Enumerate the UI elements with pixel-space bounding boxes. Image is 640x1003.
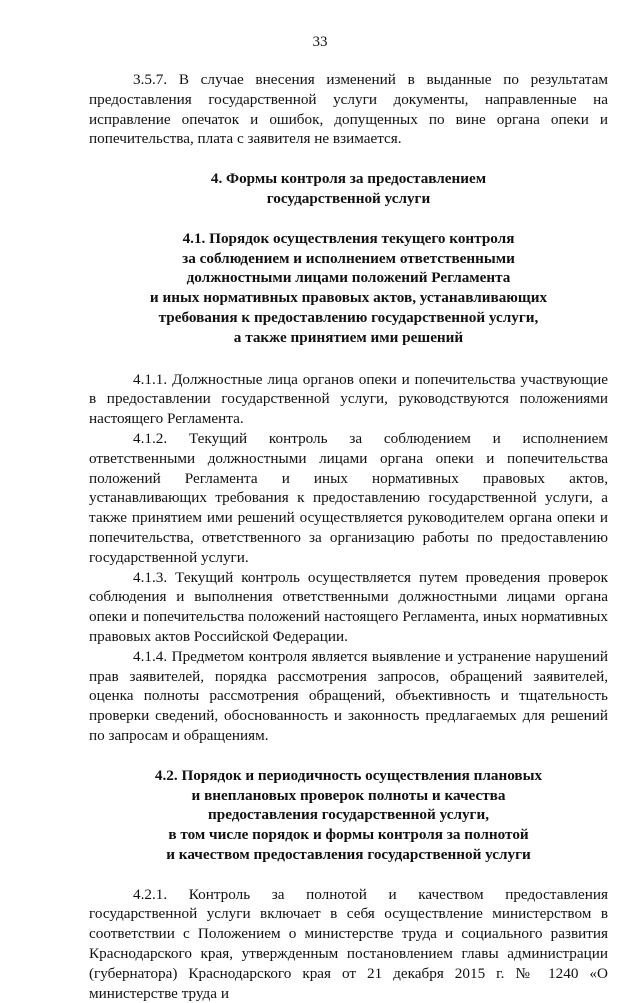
paragraph-4-1-2: 4.1.2. Текущий контроль за соблюдением и исполнением ответственными должностными лицами органа опеки и попечительства положений Регламента и иных нормативных правовых актов, устанавливающих требования к предоставлению государственной услуги, а также принятием ими решений осуществляется руководителем органа опеки и попечительства, ответственного за организацию работы по предоставлению государственной услуги.: [89, 429, 608, 566]
subsection-heading-4-2: [89, 766, 608, 865]
paragraph-3-5-7: 3.5.7. В случае внесения изменений в выданные по результатам предоставления государственной услуги документы, направленные на исправление опечаток и ошибок, допущенных по вине органа опеки и попечительства, плата с заявителя не взимается.: [89, 71, 608, 148]
heading-line: за соблюдением и исполнением ответственными: [182, 249, 515, 267]
heading-line: и внеплановых проверок полноты и качества: [191, 786, 506, 804]
heading-line: государственной услуги: [266, 189, 431, 207]
paragraph-4-1-1: 4.1.1. Должностные лица органов опеки и попечительства участвующие в предоставлении государственной услуги, руководствуются положениями настоящего Регламента.: [89, 370, 608, 428]
paragraph-4-2-1: 4.2.1. Контроль за полнотой и качеством предоставления государственной услуги включает в себя осуществление министерством в соответствии с Положением о министерстве труда и социального развития Краснодарского края, утвержденным постановлением главы администрации (губернатора) Краснодарского края от 21 декабря 2015 г. № 1240 «О министерстве труда и: [89, 885, 608, 1002]
heading-line: 4. Формы контроля за предоставлением: [210, 170, 487, 188]
subsection-heading-4-1: [89, 229, 608, 348]
paragraph-4-1-4: 4.1.4. Предметом контроля является выявление и устранение нарушений прав заявителей, порядка рассмотрения запросов, обращений заявителей, оценка полноты рассмотрения обращений, объективность и тщательность проверки сведений, обоснованность и законность предлагаемых для решений по запросам и обращениям.: [89, 647, 608, 744]
heading-line: в том числе порядок и формы контроля за полнотой: [168, 826, 529, 844]
heading-line: 4.2. Порядок и периодичность осуществления плановых: [154, 766, 543, 784]
heading-line: а также принятием ими решений: [233, 328, 464, 346]
page-number: 33: [312, 34, 328, 50]
heading-line: 4.1. Порядок осуществления текущего контроля: [182, 229, 515, 247]
heading-line: предоставления государственной услуги,: [208, 806, 489, 824]
document-body: [89, 70, 608, 1003]
heading-line: и иных нормативных правовых актов, устанавливающих: [149, 289, 548, 307]
heading-line: и качеством предоставления государственной услуги: [166, 845, 531, 863]
heading-line: должностными лицами положений Регламента: [186, 269, 511, 287]
paragraph-4-1-3: 4.1.3. Текущий контроль осуществляется путем проведения проверок соблюдения и выполнения ответственными должностными лицами органа опеки и попечительства положений настоящего Регламента, иных нормативных правовых актов Российской Федерации.: [89, 568, 608, 645]
section-heading-4: [89, 169, 608, 209]
heading-line: требования к предоставлению государственной услуги,: [158, 308, 539, 326]
